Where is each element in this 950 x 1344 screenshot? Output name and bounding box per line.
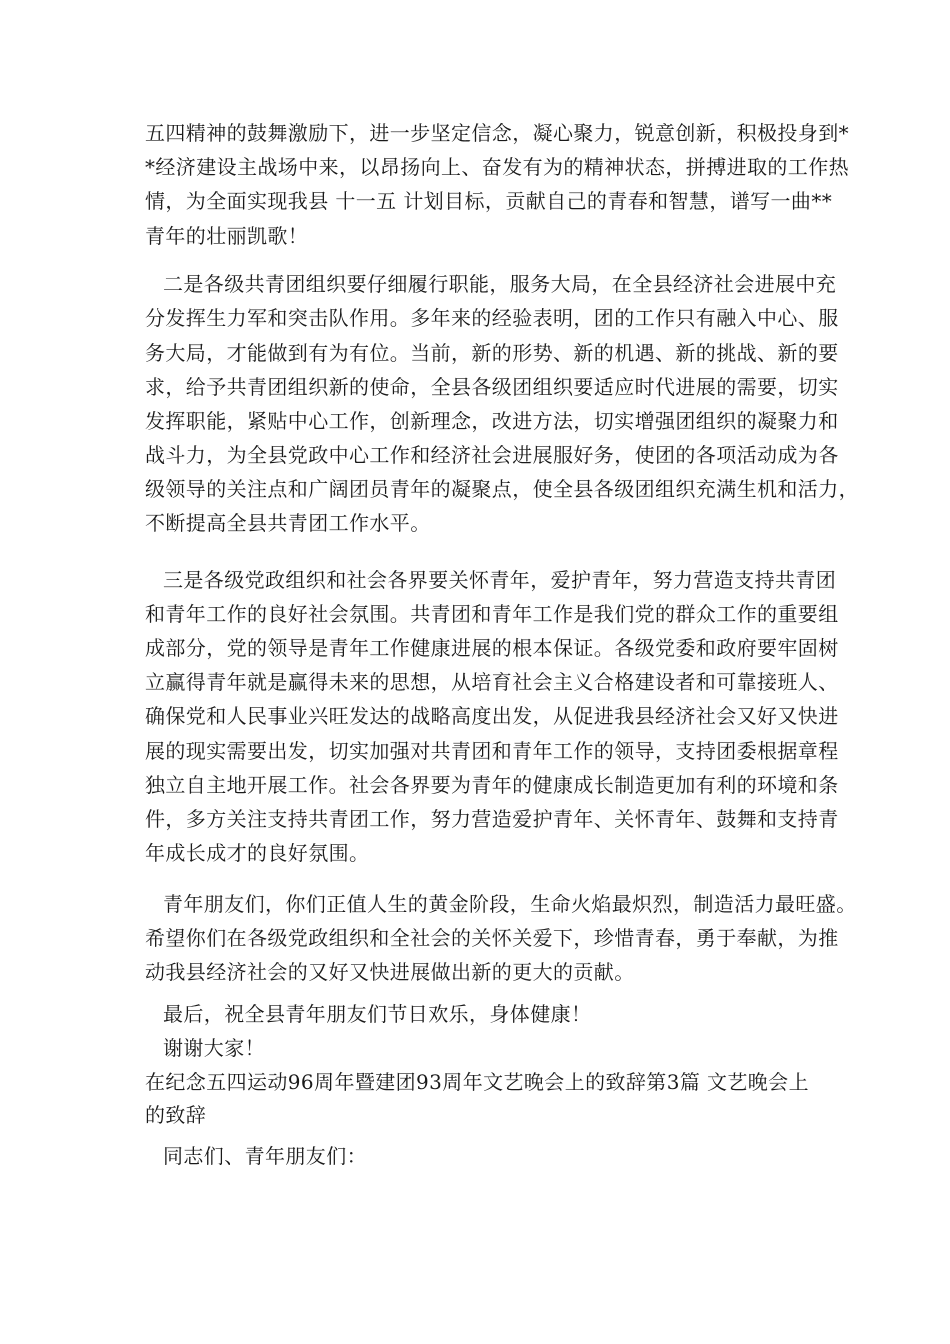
text-line: 独立自主地开展工作。社会各界要为青年的健康成长制造更加有利的环境和条 [145,773,839,797]
text-line: 立赢得青年就是赢得未来的思想，从培育社会主义合格建设者和可靠接班人、 [145,670,839,694]
text-line: 和青年工作的良好社会氛围。共青团和青年工作是我们党的群众工作的重要组 [145,602,839,626]
text-line: 级领导的关注点和广阔团员青年的凝聚点，使全县各级团组织充满生机和活力， [145,477,859,501]
text-line: 年成长成才的良好氛围。 [145,841,370,865]
text-line: 希望你们在各级党政组织和全社会的关怀关爱下，珍惜青春，勇于奉献，为推 [145,926,839,950]
paragraph-first-line: 三是各级党政组织和社会各界要关怀青年，爱护青年，努力营造支持共青团 [163,568,837,592]
text-line: *经济建设主战场中来，以昂扬向上、奋发有为的精神状态，拼搏进取的工作热 [145,155,849,179]
salutation: 同志们、青年朋友们： [163,1144,367,1168]
text-line: 战斗力，为全县党政中心工作和经济社会进展服好务，使团的各项活动成为各 [145,443,839,467]
text-line: 成部分，党的领导是青年工作健康进展的根本保证。各级党委和政府要牢固树 [145,636,839,660]
text-line: 务大局，才能做到有为有位。当前，新的形势、新的机遇、新的挑战、新的要 [145,341,839,365]
text-line: 动我县经济社会的又好又快进展做出新的更大的贡献。 [145,960,635,984]
text-line: 确保党和人民事业兴旺发达的战略高度出发，从促进我县经济社会又好又快进 [145,704,839,728]
paragraph-first-line: 二是各级共青团组织要仔细履行职能，服务大局，在全县经济社会进展中充 [163,272,837,296]
paragraph-first-line: 青年朋友们，你们正值人生的黄金阶段，生命火焰最炽烈，制造活力最旺盛。 [163,892,857,916]
text-line: 展的现实需要出发，切实加强对共青团和青年工作的领导，支持团委根据章程 [145,739,839,763]
text-line: 五四精神的鼓舞激励下，进一步坚定信念，凝心聚力，锐意创新，积极投身到* [145,121,849,145]
text-line: 件，多方关注支持共青团工作，努力营造爱护青年、关怀青年、鼓舞和支持青 [145,807,839,831]
text-line: 情，为全面实现我县 十一五 计划目标，贡献自己的青春和智慧，谱写一曲** [145,189,833,213]
text-line: 发挥职能，紧贴中心工作，创新理念，改进方法，切实增强团组织的凝聚力和 [145,409,839,433]
text-line: 不断提高全县共青团工作水平。 [145,511,431,535]
paragraph-first-line: 最后，祝全县青年朋友们节日欢乐，身体健康！ [163,1002,592,1026]
section-heading: 在纪念五四运动96周年暨建团93周年文艺晚会上的致辞第3篇 文艺晚会上 [145,1070,809,1094]
paragraph-first-line: 谢谢大家！ [163,1036,265,1060]
section-heading-continued: 的致辞 [145,1103,207,1127]
text-line: 分发挥生力军和突击队作用。多年来的经验表明，团的工作只有融入中心、服 [145,306,839,330]
text-line: 求，给予共青团组织新的使命，全县各级团组织要适应时代进展的需要，切实 [145,375,839,399]
text-line: 青年的壮丽凯歌！ [145,224,309,248]
